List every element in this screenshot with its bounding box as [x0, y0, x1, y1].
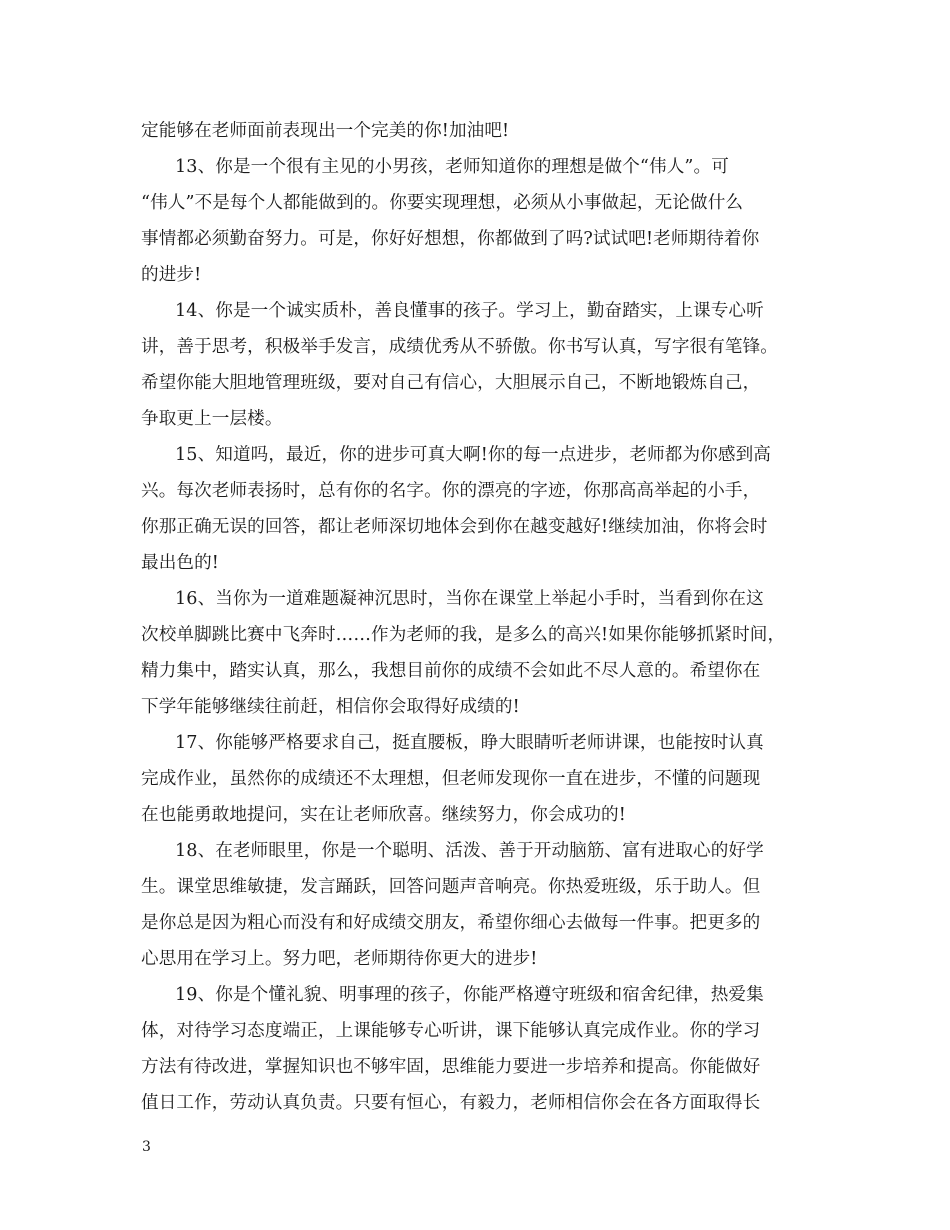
text-line: 完成作业，虽然你的成绩还不太理想，但老师发现你一直在进步，不懂的问题现 — [141, 769, 761, 789]
text-line: 定能够在老师面前表现出一个完美的你!加油吧! — [141, 121, 510, 141]
document-body — [141, 113, 841, 1121]
text-line: 你那正确无误的回答，都让老师深切地体会到你在越变越好!继续加油，你将会时 — [141, 517, 768, 537]
paragraph-first-line: 15、知道吗，最近，你的进步可真大啊!你的每一点进步，老师都为你感到高 — [175, 445, 771, 465]
text-line: 的进步! — [141, 265, 202, 285]
text-line: 是你总是因为粗心而没有和好成绩交朋友，希望你细心去做每一件事。把更多的 — [141, 913, 761, 933]
text-line: 争取更上一层楼。 — [141, 409, 283, 429]
text-line: 兴。每次老师表扬时，总有你的名字。你的漂亮的字迹，你那高高举起的小手， — [141, 481, 761, 501]
text-line: 希望你能大胆地管理班级，要对自己有信心，大胆展示自己，不断地锻炼自己， — [141, 373, 761, 393]
text-line: 值日工作，劳动认真负责。只要有恒心，有毅力，老师相信你会在各方面取得长 — [141, 1093, 761, 1113]
text-line: 体，对待学习态度端正，上课能够专心听讲，课下能够认真完成作业。你的学习 — [141, 1021, 761, 1041]
text-line: 最出色的! — [141, 553, 219, 573]
text-line: 生。课堂思维敏捷，发言踊跃，回答问题声音响亮。你热爱班级，乐于助人。但 — [141, 877, 761, 897]
text-line: 心思用在学习上。努力吧，老师期待你更大的进步! — [141, 949, 538, 969]
paragraph-first-line: 17、你能够严格要求自己，挺直腰板，睁大眼睛听老师讲课，也能按时认真 — [175, 733, 764, 753]
text-line: 方法有待改进，掌握知识也不够牢固，思维能力要进一步培养和提高。你能做好 — [141, 1057, 761, 1077]
paragraph-first-line: 18、在老师眼里，你是一个聪明、活泼、善于开动脑筋、富有进取心的好学 — [175, 841, 764, 861]
paragraph-first-line: 13、你是一个很有主见的小男孩，老师知道你的理想是做个“伟人”。可 — [175, 157, 729, 177]
paragraph-first-line: 19、你是个懂礼貌、明事理的孩子，你能严格遵守班级和宿舍纪律，热爱集 — [175, 985, 764, 1005]
text-line: 下学年能够继续往前赶，相信你会取得好成绩的! — [141, 697, 520, 717]
text-line: “伟人”不是每个人都能做到的。你要实现理想，必须从小事做起，无论做什么 — [141, 193, 744, 213]
text-line: 精力集中，踏实认真，那么，我想目前你的成绩不会如此不尽人意的。希望你在 — [141, 661, 761, 681]
paragraph-first-line: 16、当你为一道难题凝神沉思时，当你在课堂上举起小手时，当看到你在这 — [175, 589, 764, 609]
paragraph-first-line: 14、你是一个诚实质朴，善良懂事的孩子。学习上，勤奋踏实，上课专心听 — [175, 301, 764, 321]
text-line: 讲，善于思考，积极举手发言，成绩优秀从不骄傲。你书写认真，写字很有笔锋。 — [141, 337, 778, 357]
page-number: 3 — [142, 1139, 151, 1155]
text-line: 在也能勇敢地提问，实在让老师欣喜。继续努力，你会成功的! — [141, 805, 626, 825]
text-line: 次校单脚跳比赛中飞奔时……作为老师的我，是多么的高兴!如果你能够抓紧时间， — [141, 625, 786, 645]
text-line: 事情都必须勤奋努力。可是，你好好想想，你都做到了吗?试试吧!老师期待着你 — [141, 229, 760, 249]
